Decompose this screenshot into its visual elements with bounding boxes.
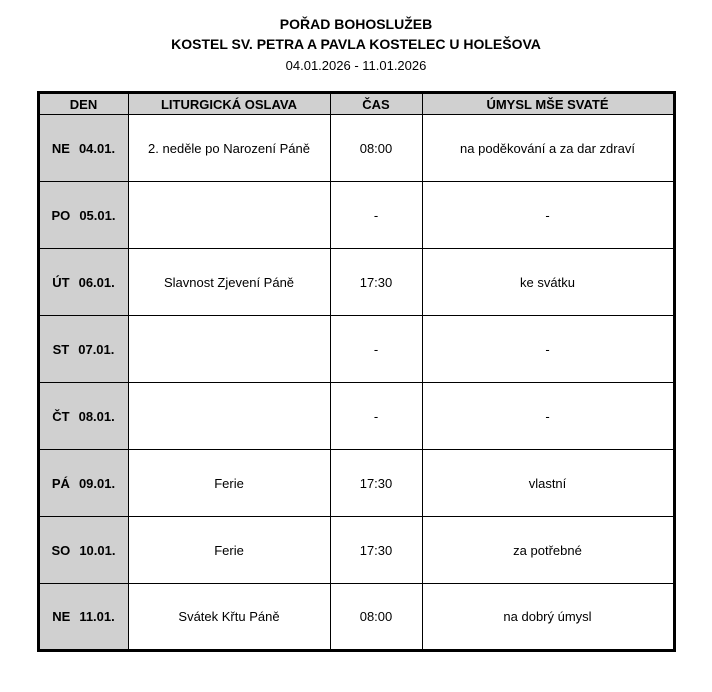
day-abbr: ČT [52, 408, 70, 424]
document-header [0, 14, 712, 75]
celebration-cell [128, 383, 330, 450]
table-row [38, 517, 674, 584]
schedule-table-header [38, 93, 674, 115]
day-date: 08.01. [78, 408, 115, 424]
celebration-cell: 2. neděle po Narození Páně [128, 115, 330, 182]
page-title: POŘAD BOHOSLUŽEB [279, 16, 433, 32]
celebration-cell: Ferie [128, 450, 330, 517]
header-celebration: LITURGICKÁ OSLAVA [128, 93, 330, 115]
header-time: ČAS [330, 93, 422, 115]
intention-cell: na dobrý úmysl [422, 584, 674, 651]
table-row [38, 115, 674, 182]
intention-cell: ke svátku [422, 249, 674, 316]
intention-cell: - [422, 383, 674, 450]
church-name: KOSTEL SV. PETRA A PAVLA KOSTELEC U HOLEŠOVA [171, 36, 541, 53]
intention-cell: - [422, 316, 674, 383]
celebration-cell: Svátek Křtu Páně [128, 584, 330, 651]
day-date: 11.01. [79, 609, 115, 625]
time-cell: 08:00 [330, 115, 422, 182]
header-day: DEN [38, 93, 128, 115]
day-date: 04.01. [78, 140, 116, 156]
day-cell [38, 450, 128, 517]
time-cell: - [330, 316, 422, 383]
day-abbr: ST [52, 341, 70, 357]
day-cell [38, 517, 128, 584]
day-cell [38, 115, 128, 182]
day-cell [38, 316, 128, 383]
time-cell: - [330, 383, 422, 450]
time-cell: 17:30 [330, 450, 422, 517]
schedule-table-body [38, 115, 674, 651]
table-row [38, 182, 674, 249]
time-cell: 08:00 [330, 584, 422, 651]
date-range: 04.01.2026 - 11.01.2026 [285, 57, 427, 73]
day-abbr: ÚT [52, 274, 70, 290]
schedule-table [37, 91, 676, 652]
day-date: 10.01. [79, 542, 116, 558]
table-row [38, 316, 674, 383]
day-date: 06.01. [78, 274, 115, 290]
intention-cell: za potřebné [422, 517, 674, 584]
day-cell [38, 182, 128, 249]
day-cell [38, 383, 128, 450]
celebration-cell: Ferie [128, 517, 330, 584]
table-row [38, 383, 674, 450]
day-cell [38, 249, 128, 316]
table-row [38, 450, 674, 517]
day-abbr: SO [51, 542, 71, 558]
time-cell: - [330, 182, 422, 249]
intention-cell: na poděkování a za dar zdraví [422, 115, 674, 182]
day-date: 09.01. [78, 475, 116, 491]
intention-cell: vlastní [422, 450, 674, 517]
intention-cell: - [422, 182, 674, 249]
celebration-cell [128, 182, 330, 249]
day-date: 07.01. [78, 341, 115, 357]
table-row [38, 584, 674, 651]
celebration-cell: Slavnost Zjevení Páně [128, 249, 330, 316]
day-date: 05.01. [79, 207, 116, 223]
table-row [38, 249, 674, 316]
day-cell [38, 584, 128, 651]
time-cell: 17:30 [330, 249, 422, 316]
day-abbr: PÁ [51, 475, 70, 491]
celebration-cell [128, 316, 330, 383]
day-abbr: PO [51, 207, 71, 223]
day-abbr: NE [51, 140, 70, 156]
header-intention: ÚMYSL MŠE SVATÉ [422, 93, 674, 115]
time-cell: 17:30 [330, 517, 422, 584]
header-row [38, 93, 674, 115]
day-abbr: NE [52, 609, 71, 625]
